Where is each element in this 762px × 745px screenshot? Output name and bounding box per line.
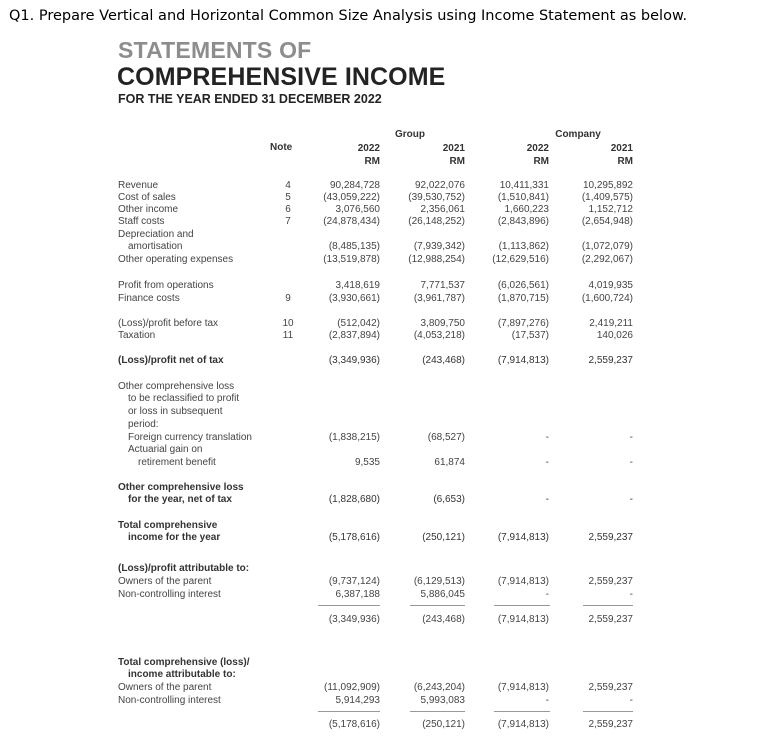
row-label: Depreciation and bbox=[118, 229, 194, 240]
note-ref: 7 bbox=[285, 216, 291, 227]
row-label: income for the year bbox=[128, 532, 221, 543]
value-group-2021: (243,468) bbox=[422, 614, 465, 625]
value-group-2022: 9,535 bbox=[354, 457, 380, 468]
value-group-2022: (3,349,936) bbox=[328, 614, 380, 625]
value-group-2021: (39,530,752) bbox=[408, 192, 465, 203]
row-label: Non-controlling interest bbox=[118, 695, 221, 706]
row-label: (Loss)/profit net of tax bbox=[118, 355, 224, 366]
value-company-2021: 10,295,892 bbox=[582, 180, 633, 191]
total-rule bbox=[410, 711, 465, 712]
row-label: Profit from operations bbox=[118, 280, 214, 291]
row-label: Owners of the parent bbox=[118, 576, 212, 587]
row-oci-total-heading bbox=[0, 482, 762, 494]
value-company-2021: 4,019,935 bbox=[588, 280, 633, 291]
row-label: Other income bbox=[118, 204, 179, 215]
value-company-2022: (17,537) bbox=[511, 330, 549, 341]
value-company-2022: - bbox=[545, 494, 549, 505]
row-label: Foreign currency translation bbox=[128, 432, 252, 443]
row-tci-attributable-heading bbox=[0, 669, 762, 681]
row-actuarial-heading bbox=[0, 444, 762, 456]
row-owners-of-parent bbox=[0, 682, 762, 694]
value-group-2021: (6,243,204) bbox=[413, 682, 465, 693]
value-group-2022: (5,178,616) bbox=[328, 532, 380, 543]
year-header: 2022 bbox=[357, 143, 380, 154]
value-group-2022: 90,284,728 bbox=[329, 180, 380, 191]
value-company-2022: (7,914,813) bbox=[497, 576, 549, 587]
value-company-2022: (1,870,715) bbox=[497, 293, 549, 304]
value-group-2021: 92,022,076 bbox=[414, 180, 465, 191]
row-label: Other comprehensive loss bbox=[118, 381, 235, 392]
value-group-2022: 5,914,293 bbox=[335, 695, 380, 706]
value-group-2021: (12,988,254) bbox=[408, 254, 465, 265]
value-company-2022: - bbox=[545, 457, 549, 468]
value-company-2022: - bbox=[545, 432, 549, 443]
value-group-2022: 3,076,560 bbox=[335, 204, 380, 215]
row-non-controlling-interest bbox=[0, 695, 762, 707]
value-group-2021: (6,129,513) bbox=[413, 576, 465, 587]
value-company-2022: (1,510,841) bbox=[497, 192, 549, 203]
row-tci-heading bbox=[0, 520, 762, 532]
value-group-2021: 7,771,537 bbox=[420, 280, 465, 291]
value-group-2021: (7,939,342) bbox=[413, 241, 465, 252]
note-header: Note bbox=[270, 142, 293, 153]
total-rule bbox=[583, 605, 633, 606]
value-company-2021: 140,026 bbox=[596, 330, 633, 341]
row-label: Other operating expenses bbox=[118, 254, 234, 265]
row-oci-heading bbox=[0, 406, 762, 418]
question-text: Q1. Prepare Vertical and Horizontal Common Size Analysis using Income Statement as below. bbox=[9, 8, 688, 24]
value-company-2021: (2,292,067) bbox=[581, 254, 633, 265]
row-label: to be reclassified to profit bbox=[128, 393, 240, 404]
value-group-2022: (3,930,661) bbox=[328, 293, 380, 304]
row-label: amortisation bbox=[128, 241, 183, 252]
value-group-2022: (9,737,124) bbox=[328, 576, 380, 587]
value-group-2022: (24,878,434) bbox=[323, 216, 380, 227]
value-company-2022: (2,843,896) bbox=[497, 216, 549, 227]
value-company-2021: 2,559,237 bbox=[588, 614, 633, 625]
value-company-2022: (6,026,561) bbox=[497, 280, 549, 291]
value-group-2021: 5,886,045 bbox=[420, 589, 465, 600]
value-group-2022: (8,485,135) bbox=[328, 241, 380, 252]
total-rule bbox=[410, 605, 465, 606]
row-tci-attributable-heading bbox=[0, 657, 762, 669]
value-group-2021: (4,053,218) bbox=[413, 330, 465, 341]
value-group-2021: 3,809,750 bbox=[420, 318, 465, 329]
value-company-2021: 2,559,237 bbox=[588, 355, 633, 366]
unit-header: RM bbox=[617, 156, 633, 167]
value-company-2021: - bbox=[629, 457, 633, 468]
row-label: Total comprehensive bbox=[118, 520, 218, 531]
value-group-2022: 6,387,188 bbox=[335, 589, 380, 600]
value-group-2021: (6,653) bbox=[433, 494, 465, 505]
row-foreign-currency-translation bbox=[0, 432, 762, 444]
value-company-2021: 2,559,237 bbox=[588, 532, 633, 543]
value-company-2021: 2,559,237 bbox=[588, 576, 633, 587]
value-group-2021: (68,527) bbox=[427, 432, 465, 443]
value-group-2021: 5,993,083 bbox=[420, 695, 465, 706]
row-loss-profit-before-tax bbox=[0, 318, 762, 330]
value-company-2022: - bbox=[545, 589, 549, 600]
row-cost-of-sales bbox=[0, 192, 762, 204]
value-group-2021: 2,356,061 bbox=[420, 204, 465, 215]
row-oci-heading bbox=[0, 381, 762, 393]
row-loss-profit-net-of-tax bbox=[0, 355, 762, 367]
note-ref: 9 bbox=[285, 293, 291, 304]
value-company-2021: 2,559,237 bbox=[588, 682, 633, 693]
value-group-2021: 61,874 bbox=[434, 457, 465, 468]
value-company-2022: 1,660,223 bbox=[504, 204, 549, 215]
year-header: 2022 bbox=[526, 143, 549, 154]
row-oci-total bbox=[0, 494, 762, 506]
row-total-comprehensive-income bbox=[0, 532, 762, 544]
value-company-2021: (1,409,575) bbox=[581, 192, 633, 203]
value-group-2021: (26,148,252) bbox=[408, 216, 465, 227]
row-label: Taxation bbox=[118, 330, 156, 341]
value-group-2022: (1,828,680) bbox=[328, 494, 380, 505]
row-owners-of-parent bbox=[0, 576, 762, 588]
value-company-2021: - bbox=[629, 695, 633, 706]
row-label: Cost of sales bbox=[118, 192, 176, 203]
value-company-2022: (7,914,813) bbox=[497, 532, 549, 543]
total-rule bbox=[318, 711, 380, 712]
row-label: for the year, net of tax bbox=[128, 494, 232, 505]
value-group-2022: (512,042) bbox=[337, 318, 380, 329]
note-ref: 11 bbox=[282, 330, 294, 341]
row-label: Non-controlling interest bbox=[118, 589, 221, 600]
row-other-income bbox=[0, 204, 762, 216]
row-oci-heading bbox=[0, 419, 762, 431]
row-label: Finance costs bbox=[118, 293, 180, 304]
title-line2: COMPREHENSIVE INCOME bbox=[117, 63, 446, 91]
total-rule bbox=[318, 605, 380, 606]
value-group-2022: (2,837,894) bbox=[328, 330, 380, 341]
total-rule bbox=[583, 711, 633, 712]
value-company-2021: 2,559,237 bbox=[588, 719, 633, 730]
value-company-2022: - bbox=[545, 695, 549, 706]
value-company-2021: (2,654,948) bbox=[581, 216, 633, 227]
value-company-2022: (7,914,813) bbox=[497, 614, 549, 625]
row-revenue bbox=[0, 180, 762, 192]
row-label: income attributable to: bbox=[128, 669, 236, 680]
value-company-2022: 10,411,331 bbox=[499, 180, 549, 191]
value-company-2022: (7,914,813) bbox=[497, 719, 549, 730]
row-staff-costs bbox=[0, 216, 762, 228]
row-profit-from-operations bbox=[0, 280, 762, 292]
row-attributable-heading bbox=[0, 563, 762, 575]
row-label: (Loss)/profit before tax bbox=[118, 318, 219, 329]
row-label: Owners of the parent bbox=[118, 682, 212, 693]
note-ref: 6 bbox=[285, 204, 291, 215]
value-group-2022: (1,838,215) bbox=[328, 432, 380, 443]
value-group-2021: (250,121) bbox=[422, 719, 465, 730]
unit-header: RM bbox=[364, 156, 380, 167]
subtitle: FOR THE YEAR ENDED 31 DECEMBER 2022 bbox=[118, 92, 382, 106]
row-label: Staff costs bbox=[118, 216, 165, 227]
note-ref: 10 bbox=[282, 318, 294, 329]
row-tci-attributable-total bbox=[0, 719, 762, 731]
value-group-2021: (243,468) bbox=[422, 355, 465, 366]
value-group-2022: (13,519,878) bbox=[323, 254, 380, 265]
row-oci-heading bbox=[0, 393, 762, 405]
row-label: period: bbox=[128, 419, 159, 430]
value-group-2022: (11,092,909) bbox=[324, 682, 380, 693]
row-label: (Loss)/profit attributable to: bbox=[118, 563, 250, 574]
year-header: 2021 bbox=[610, 143, 633, 154]
value-company-2021: - bbox=[629, 432, 633, 443]
row-label: or loss in subsequent bbox=[128, 406, 223, 417]
row-taxation bbox=[0, 330, 762, 342]
title-line1: STATEMENTS OF bbox=[118, 37, 312, 63]
row-other-operating-expenses bbox=[0, 254, 762, 266]
value-company-2021: - bbox=[629, 494, 633, 505]
note-ref: 5 bbox=[285, 192, 291, 203]
row-non-controlling-interest bbox=[0, 589, 762, 601]
unit-header: RM bbox=[533, 156, 549, 167]
value-company-2022: (1,113,862) bbox=[498, 241, 549, 252]
value-group-2022: (3,349,936) bbox=[328, 355, 380, 366]
row-label: Actuarial gain on bbox=[128, 444, 203, 455]
group-header: Group bbox=[395, 129, 425, 140]
value-company-2021: 1,152,712 bbox=[588, 204, 633, 215]
value-company-2022: (12,629,516) bbox=[492, 254, 549, 265]
row-label: Revenue bbox=[118, 180, 159, 191]
company-header: Company bbox=[555, 129, 601, 140]
row-attributable-total bbox=[0, 614, 762, 626]
value-group-2022: (43,059,222) bbox=[323, 192, 380, 203]
row-depreciation-heading bbox=[0, 229, 762, 241]
value-group-2021: (3,961,787) bbox=[413, 293, 465, 304]
row-finance-costs bbox=[0, 293, 762, 305]
value-group-2021: (250,121) bbox=[422, 532, 465, 543]
value-group-2022: 3,418,619 bbox=[335, 280, 380, 291]
value-company-2022: (7,897,276) bbox=[497, 318, 549, 329]
value-company-2021: 2,419,211 bbox=[589, 318, 633, 329]
total-rule bbox=[494, 605, 550, 606]
value-company-2022: (7,914,813) bbox=[497, 682, 549, 693]
value-group-2022: (5,178,616) bbox=[328, 719, 380, 730]
row-actuarial-gain bbox=[0, 457, 762, 469]
value-company-2022: (7,914,813) bbox=[497, 355, 549, 366]
year-header: 2021 bbox=[442, 143, 465, 154]
note-ref: 4 bbox=[285, 180, 291, 191]
value-company-2021: (1,600,724) bbox=[581, 293, 633, 304]
row-label: Total comprehensive (loss)/ bbox=[118, 657, 250, 668]
row-label: Other comprehensive loss bbox=[118, 482, 244, 493]
unit-header: RM bbox=[449, 156, 465, 167]
value-company-2021: (1,072,079) bbox=[581, 241, 633, 252]
total-rule bbox=[494, 711, 550, 712]
row-label: retirement benefit bbox=[138, 457, 216, 468]
row-depreciation bbox=[0, 241, 762, 253]
value-company-2021: - bbox=[629, 589, 633, 600]
